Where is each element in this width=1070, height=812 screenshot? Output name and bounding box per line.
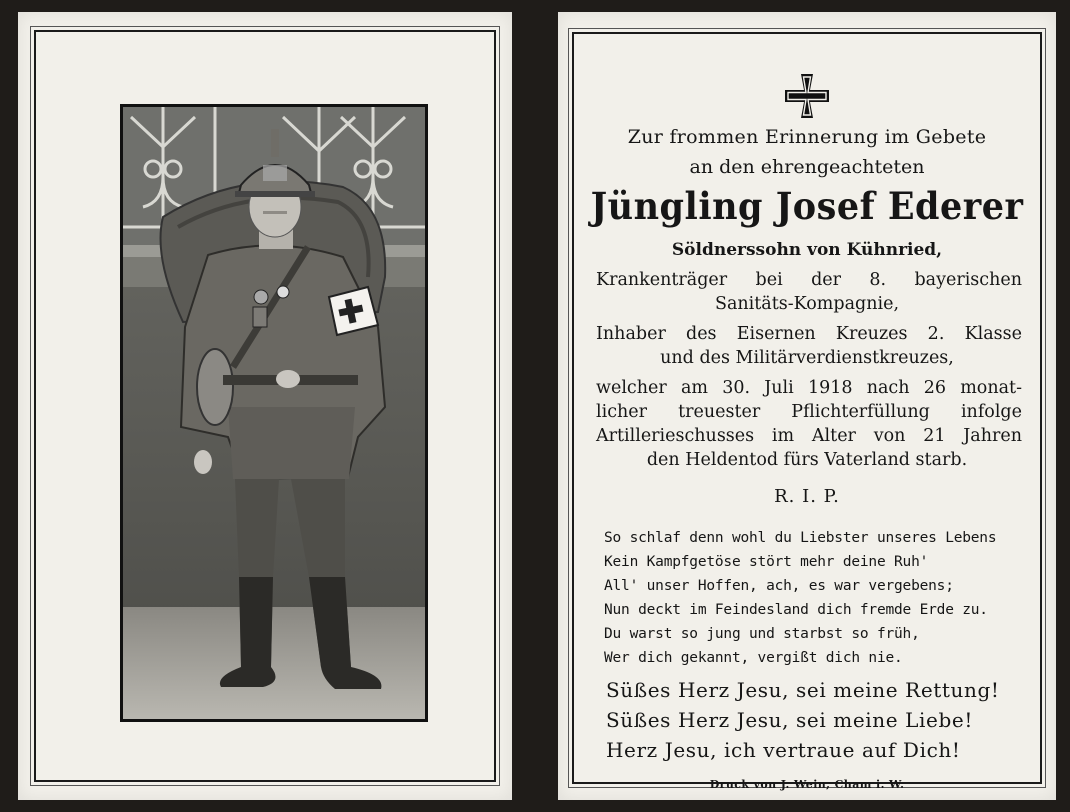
- death-line-2: licher treuester Pflichterfüllung infolge: [596, 402, 1022, 422]
- poem-line: All' unser Hoffen, ach, es war vergebens;: [604, 578, 954, 594]
- death-line-3: Artillerieschusses im Alter von 21 Jahren: [596, 426, 1022, 446]
- death-line-4: den Heldentod fürs Vaterland starb.: [646, 450, 968, 470]
- prayer-line: Herz Jesu, ich vertraue auf Dich!: [606, 738, 961, 762]
- decorations-line-1: Inhaber des Eisernen Kreuzes 2. Klasse: [596, 324, 1022, 344]
- intro-line-2: an den ehrengeachteten: [689, 156, 925, 178]
- memorial-text-card: [558, 12, 1056, 800]
- decorations-line-2: und des Militärverdienstkreuzes,: [660, 348, 954, 368]
- poem-line: Wer dich gekannt, vergißt dich nie.: [604, 650, 903, 666]
- red-cross-armband-icon: [329, 287, 378, 335]
- printer-credit: Druck von J. Wein, Cham i. W.: [709, 778, 905, 791]
- deceased-name: Jüngling Josef Ederer: [590, 184, 1024, 229]
- origin-line: Söldnerssohn von Kühnried,: [671, 240, 943, 260]
- iron-cross-icon: [783, 72, 831, 120]
- poem-line: Nun deckt im Feindesland dich fremde Erde zu.: [604, 602, 988, 618]
- poem-line: Du warst so jung und starbst so früh,: [604, 626, 920, 642]
- intro-line-1: Zur frommen Erinnerung im Gebete: [627, 126, 987, 148]
- prayer-line: Süßes Herz Jesu, sei meine Rettung!: [606, 678, 1000, 702]
- poem-line: So schlaf denn wohl du Liebster unseres Lebens: [604, 530, 997, 546]
- rank-line-2: Sanitäts-Kompagnie,: [714, 294, 900, 314]
- rip-line: R. I. P.: [774, 486, 840, 507]
- prayer-line: Süßes Herz Jesu, sei meine Liebe!: [606, 708, 973, 732]
- rank-line-1: Krankenträger bei der 8. bayerischen: [596, 270, 1022, 290]
- poem-line: Kein Kampfgetöse stört mehr deine Ruh': [604, 554, 929, 570]
- soldier-photo: [120, 104, 428, 722]
- photo-card: [18, 12, 512, 800]
- death-line-1: welcher am 30. Juli 1918 nach 26 monat-: [596, 378, 1022, 398]
